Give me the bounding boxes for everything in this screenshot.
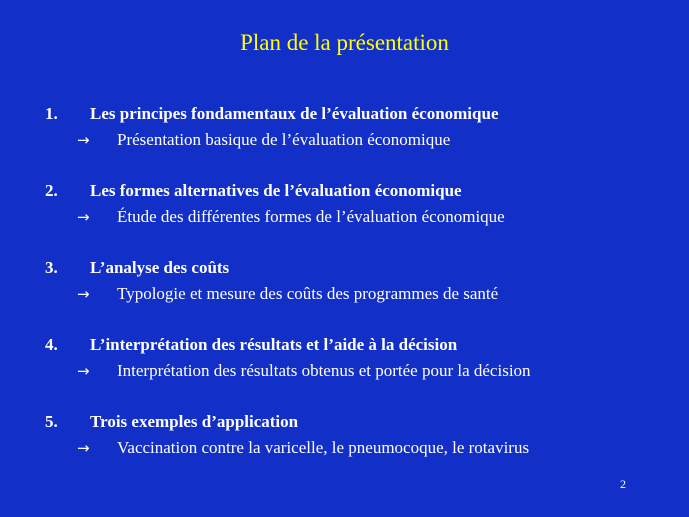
- agenda-item: [0, 257, 689, 334]
- item-subtext: Vaccination contre la varicelle, le pneumocoque, le rotavirus: [117, 438, 530, 457]
- item-heading: L’interprétation des résultats et l’aide à la décision: [90, 335, 458, 354]
- slide-title: Plan de la présentation: [240, 30, 449, 55]
- item-number: 5.: [45, 412, 58, 431]
- item-number: 4.: [45, 335, 58, 354]
- agenda-item: [0, 103, 689, 180]
- item-subtext: Étude des différentes formes de l’évaluation économique: [117, 207, 505, 226]
- item-heading: L’analyse des coûts: [90, 258, 230, 277]
- agenda-item: [0, 180, 689, 257]
- arrow-right-icon: →: [77, 439, 90, 457]
- arrow-right-icon: →: [77, 362, 90, 380]
- item-subtext: Interprétation des résultats obtenus et portée pour la décision: [117, 361, 531, 380]
- item-subtext: Typologie et mesure des coûts des programmes de santé: [117, 284, 499, 303]
- item-heading: Les formes alternatives de l’évaluation économique: [90, 181, 462, 200]
- agenda-list: [0, 103, 689, 488]
- item-subtext: Présentation basique de l’évaluation économique: [117, 130, 451, 149]
- item-heading: Trois exemples d’application: [90, 412, 299, 431]
- agenda-item: [0, 411, 689, 488]
- item-number: 3.: [45, 258, 58, 277]
- agenda-item: [0, 334, 689, 411]
- item-heading: Les principes fondamentaux de l’évaluation économique: [90, 104, 499, 123]
- item-number: 1.: [45, 104, 58, 123]
- arrow-right-icon: →: [77, 208, 90, 226]
- page-number: 2: [620, 477, 626, 491]
- arrow-right-icon: →: [77, 131, 90, 149]
- arrow-right-icon: →: [77, 285, 90, 303]
- item-number: 2.: [45, 181, 58, 200]
